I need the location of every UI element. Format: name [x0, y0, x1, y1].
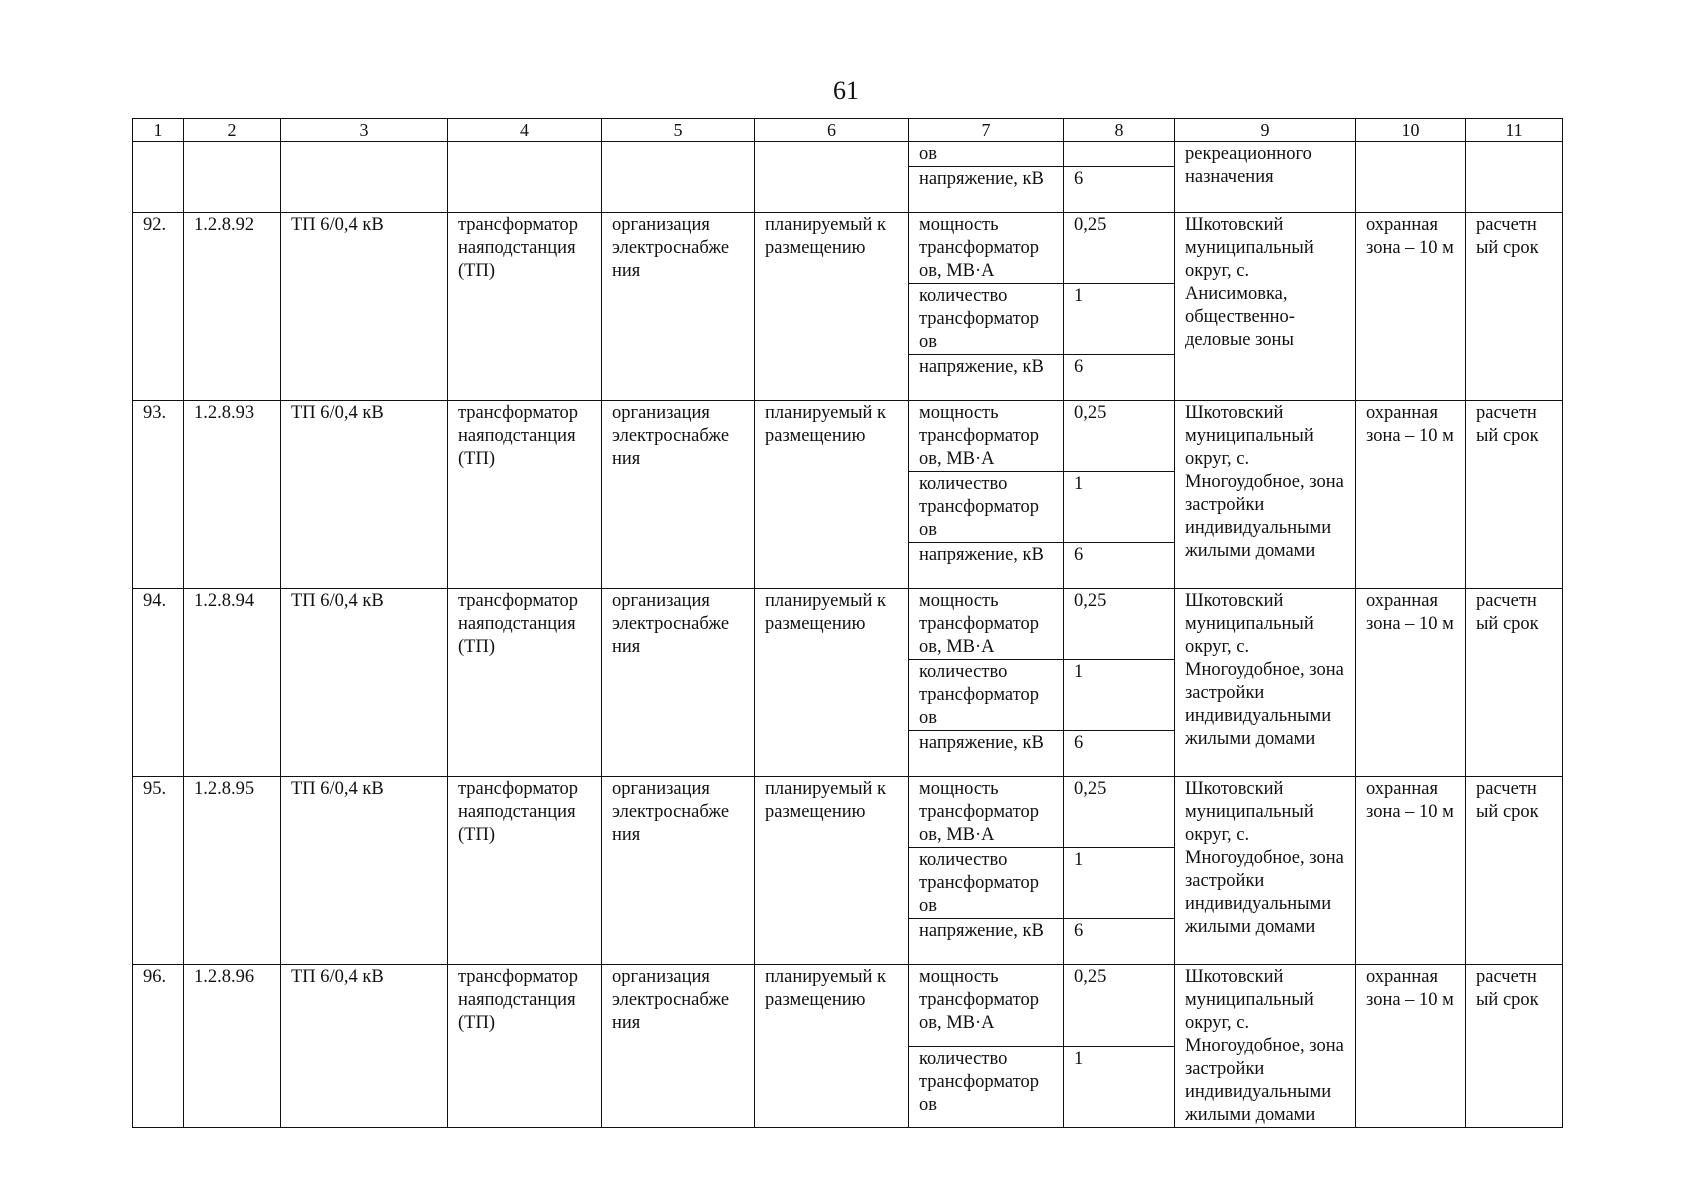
column-header: 10 — [1356, 119, 1466, 142]
column-header: 11 — [1466, 119, 1563, 142]
object-code: 1.2.8.96 — [184, 965, 281, 1128]
location-cell: Шкотовский муниципальный округ, с. Многоудобное, зона застройки индивидуальными жилыми домами — [1175, 777, 1356, 965]
table-row — [133, 777, 1563, 848]
column-header: 5 — [602, 119, 755, 142]
column-header: 4 — [448, 119, 602, 142]
param-cell: количество трансформатор ов — [909, 472, 1064, 543]
param-cell: мощность трансформатор ов, МВ·А — [909, 965, 1064, 1047]
param-cell: количество трансформатор ов — [909, 660, 1064, 731]
value-cell: 6 — [1064, 731, 1175, 777]
object-purpose: организация электроснабже ния — [602, 777, 755, 965]
column-header: 1 — [133, 119, 184, 142]
param-cell: мощность трансформатор ов, МВ·А — [909, 777, 1064, 848]
object-purpose: организация электроснабже ния — [602, 589, 755, 777]
param-cell: напряжение, кВ — [909, 731, 1064, 777]
zone-cell: охранная зона – 10 м — [1356, 965, 1466, 1128]
param-cell: мощность трансформатор ов, МВ·А — [909, 213, 1064, 284]
column-header: 6 — [755, 119, 909, 142]
objects-table — [132, 118, 1563, 1128]
value-cell: 1 — [1064, 1046, 1175, 1128]
cell-empty — [184, 142, 281, 213]
row-number: 95. — [133, 777, 184, 965]
cell-empty — [1356, 142, 1466, 213]
object-status: планируемый к размещению — [755, 589, 909, 777]
object-name: ТП 6/0,4 кВ — [281, 965, 448, 1128]
cell-empty — [281, 142, 448, 213]
object-code: 1.2.8.94 — [184, 589, 281, 777]
value-cell: 0,25 — [1064, 965, 1175, 1047]
cell-empty — [133, 142, 184, 213]
column-header: 9 — [1175, 119, 1356, 142]
object-type: трансформатор наяподстанция (ТП) — [448, 401, 602, 589]
column-header: 8 — [1064, 119, 1175, 142]
param-cell: напряжение, кВ — [909, 355, 1064, 401]
column-header: 2 — [184, 119, 281, 142]
param-cell: напряжение, кВ — [909, 919, 1064, 965]
value-cell: 1 — [1064, 284, 1175, 355]
value-cell: 1 — [1064, 660, 1175, 731]
value-cell: 6 — [1064, 919, 1175, 965]
value-cell: 6 — [1064, 543, 1175, 589]
cell-empty — [602, 142, 755, 213]
location-cell: Шкотовский муниципальный округ, с. Многоудобное, зона застройки индивидуальными жилыми домами — [1175, 965, 1356, 1128]
object-code: 1.2.8.95 — [184, 777, 281, 965]
value-cell: 0,25 — [1064, 777, 1175, 848]
term-cell: расчетн ый срок — [1466, 213, 1563, 401]
object-name: ТП 6/0,4 кВ — [281, 213, 448, 401]
row-number: 94. — [133, 589, 184, 777]
column-header: 7 — [909, 119, 1064, 142]
value-cell: 6 — [1064, 167, 1175, 213]
zone-cell: охранная зона – 10 м — [1356, 589, 1466, 777]
table-row — [133, 589, 1563, 660]
row-number: 92. — [133, 213, 184, 401]
location-cell: рекреационного назначения — [1175, 142, 1356, 213]
value-cell: 0,25 — [1064, 589, 1175, 660]
object-purpose: организация электроснабже ния — [602, 965, 755, 1128]
object-code: 1.2.8.92 — [184, 213, 281, 401]
table-row — [133, 213, 1563, 284]
column-header: 3 — [281, 119, 448, 142]
param-cell: количество трансформатор ов — [909, 284, 1064, 355]
param-cell: количество трансформатор ов — [909, 1046, 1064, 1128]
param-cell: напряжение, кВ — [909, 167, 1064, 213]
object-name: ТП 6/0,4 кВ — [281, 401, 448, 589]
table-row — [133, 401, 1563, 472]
cell-empty — [755, 142, 909, 213]
value-cell: 1 — [1064, 472, 1175, 543]
zone-cell: охранная зона – 10 м — [1356, 213, 1466, 401]
object-name: ТП 6/0,4 кВ — [281, 777, 448, 965]
value-cell: 0,25 — [1064, 213, 1175, 284]
object-status: планируемый к размещению — [755, 965, 909, 1128]
term-cell: расчетн ый срок — [1466, 589, 1563, 777]
param-cell: мощность трансформатор ов, МВ·А — [909, 589, 1064, 660]
value-cell: 1 — [1064, 848, 1175, 919]
table-row — [133, 965, 1563, 1047]
value-cell — [1064, 142, 1175, 167]
object-name: ТП 6/0,4 кВ — [281, 589, 448, 777]
object-status: планируемый к размещению — [755, 777, 909, 965]
object-status: планируемый к размещению — [755, 213, 909, 401]
row-number: 93. — [133, 401, 184, 589]
object-type: трансформатор наяподстанция (ТП) — [448, 965, 602, 1128]
param-cell: мощность трансформатор ов, МВ·А — [909, 401, 1064, 472]
object-status: планируемый к размещению — [755, 401, 909, 589]
location-cell: Шкотовский муниципальный округ, с. Многоудобное, зона застройки индивидуальными жилыми домами — [1175, 589, 1356, 777]
value-cell: 0,25 — [1064, 401, 1175, 472]
term-cell: расчетн ый срок — [1466, 401, 1563, 589]
row-number: 96. — [133, 965, 184, 1128]
object-code: 1.2.8.93 — [184, 401, 281, 589]
term-cell: расчетн ый срок — [1466, 777, 1563, 965]
page-number: 61 — [833, 76, 859, 105]
continuation-row — [133, 142, 1563, 167]
location-cell: Шкотовский муниципальный округ, с. Анисимовка, общественно-деловые зоны — [1175, 213, 1356, 401]
location-cell: Шкотовский муниципальный округ, с. Многоудобное, зона застройки индивидуальными жилыми домами — [1175, 401, 1356, 589]
zone-cell: охранная зона – 10 м — [1356, 401, 1466, 589]
cell-empty — [448, 142, 602, 213]
object-purpose: организация электроснабже ния — [602, 213, 755, 401]
object-purpose: организация электроснабже ния — [602, 401, 755, 589]
object-type: трансформатор наяподстанция (ТП) — [448, 777, 602, 965]
cell-empty — [1466, 142, 1563, 213]
zone-cell: охранная зона – 10 м — [1356, 777, 1466, 965]
param-cell: количество трансформатор ов — [909, 848, 1064, 919]
object-type: трансформатор наяподстанция (ТП) — [448, 213, 602, 401]
value-cell: 6 — [1064, 355, 1175, 401]
param-cell: ов — [909, 142, 1064, 167]
column-number-row — [133, 119, 1563, 142]
term-cell: расчетн ый срок — [1466, 965, 1563, 1128]
object-type: трансформатор наяподстанция (ТП) — [448, 589, 602, 777]
param-cell: напряжение, кВ — [909, 543, 1064, 589]
